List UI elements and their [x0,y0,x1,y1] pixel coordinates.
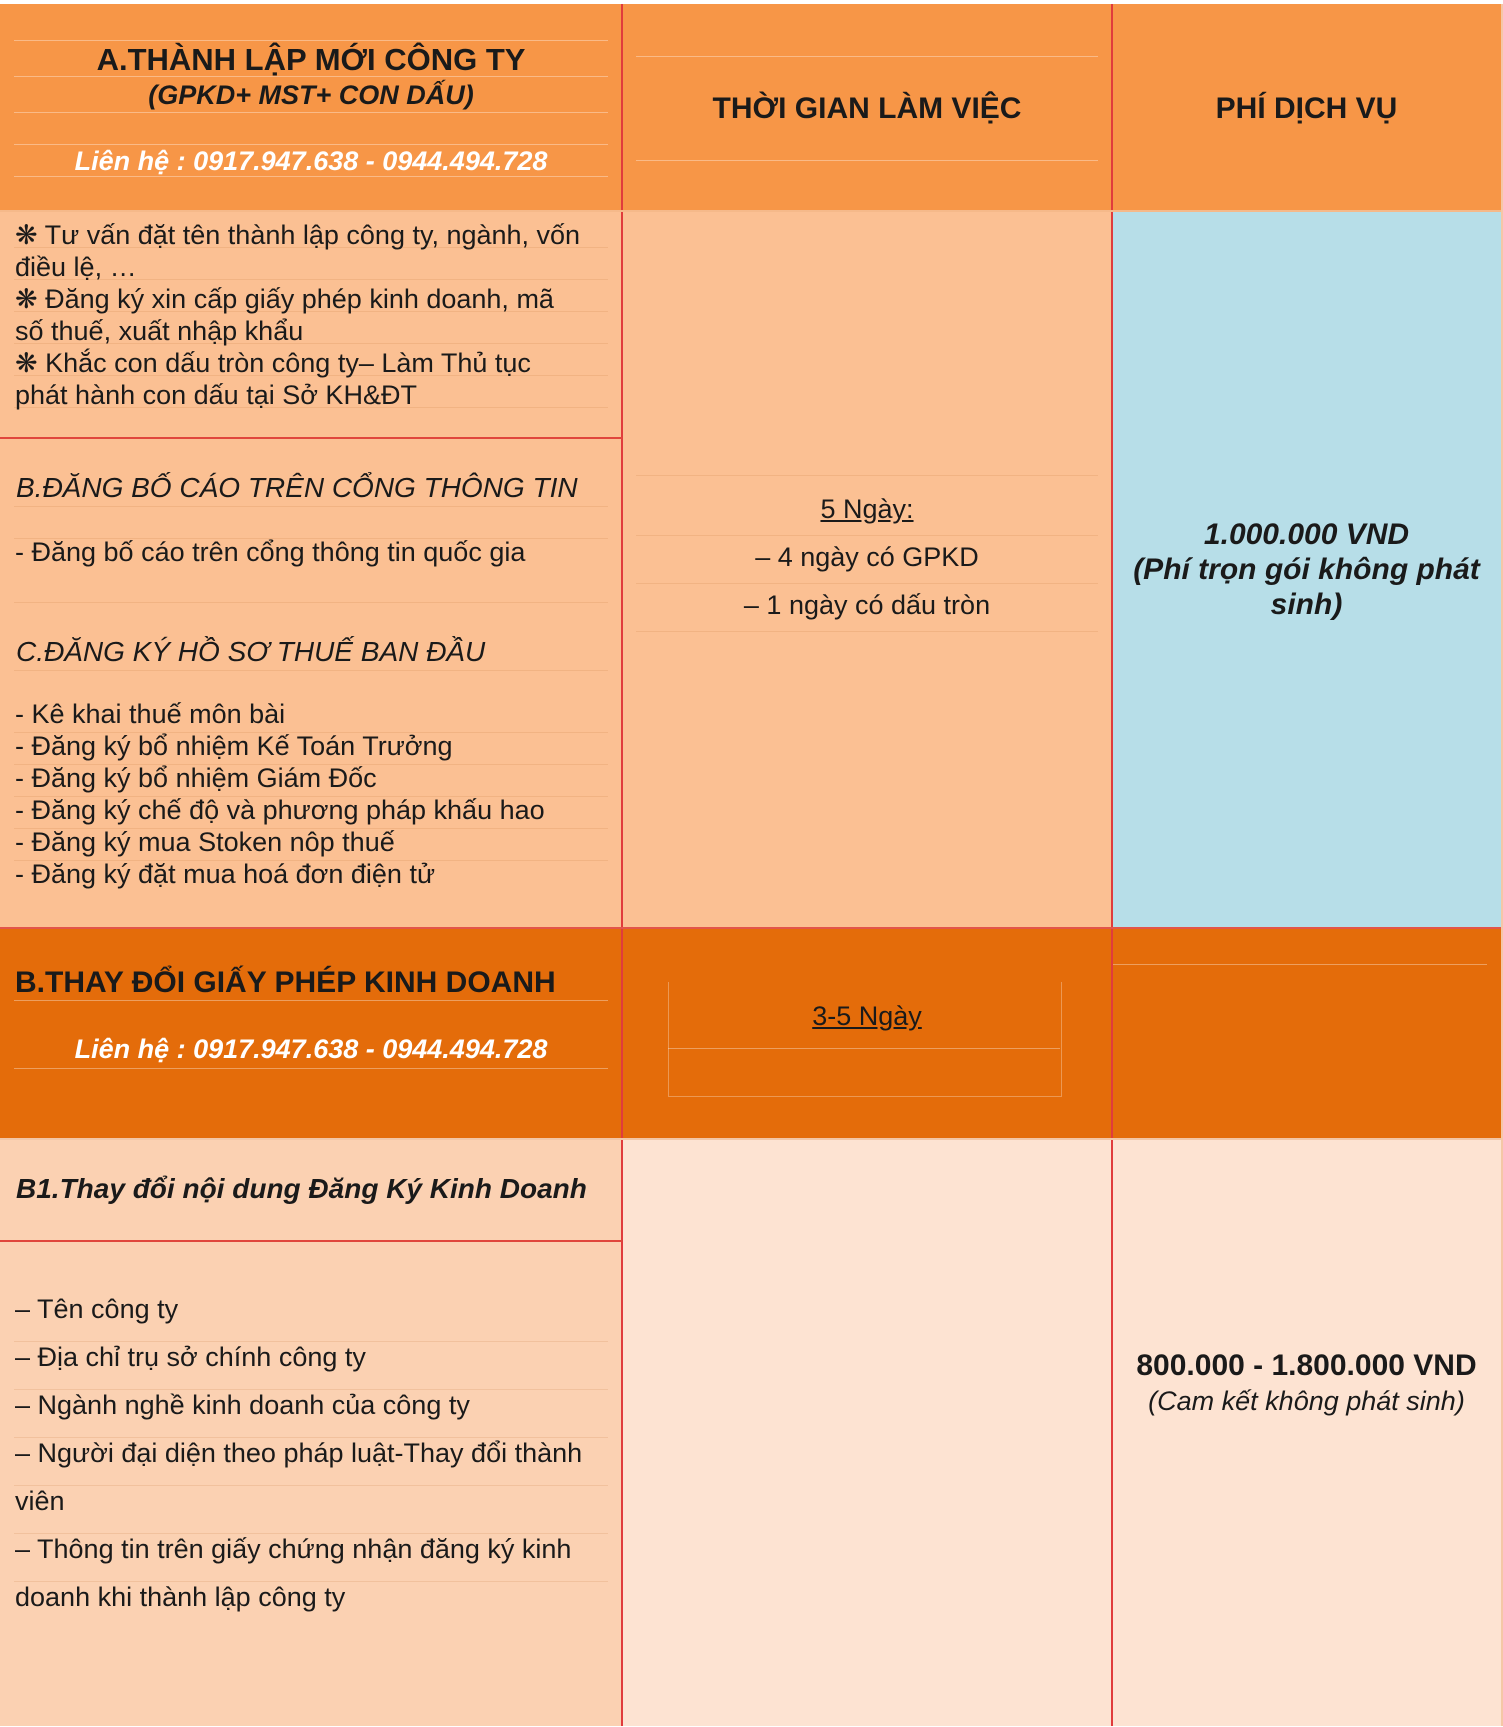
b1-time-cell [622,1139,1112,1726]
fee-a-cell [1112,211,1501,928]
sub-b-title: B.ĐĂNG BỐ CÁO TRÊN CỔNG THÔNG TIN [16,472,578,503]
row-divider [0,1240,622,1242]
row-divider [0,210,1501,212]
b1-fee-cell [1112,1139,1501,1726]
fee-a-note: (Phí trọn gói không phát sinh) [1133,553,1480,621]
section-b-header-cell [0,928,622,1139]
list-item: - Đăng ký chế độ và phương pháp khấu hao [15,795,545,825]
list-item: ❋ Đăng ký xin cấp giấy phép kinh doanh, mã [15,284,554,314]
time-a-cell [622,211,1112,928]
list-item: phát hành con dấu tại Sở KH&ĐT [15,380,417,410]
list-item: ❋ Khắc con dấu tròn công ty– Làm Thủ tục [15,348,531,378]
time-header-cell [622,4,1112,211]
section-b-time: 3-5 Ngày [812,1001,922,1031]
list-item: – Ngành nghề kinh doanh của công ty [15,1390,470,1420]
row-divider [0,1138,1501,1140]
section-a-header-cell [0,4,622,211]
time-a-line1: – 4 ngày có GPKD [755,542,979,572]
list-item: điều lệ, … [15,252,137,282]
column-divider [1111,4,1113,1726]
sub-b-item: - Đăng bố cáo trên cổng thông tin quốc gia [15,537,526,567]
services-a-list [15,219,580,411]
list-item: doanh khi thành lập công ty [15,1582,346,1612]
section-a-title: A.THÀNH LẬP MỚI CÔNG TY [96,42,526,77]
list-item: – Người đại diện theo pháp luật-Thay đổi thành [15,1438,583,1468]
list-item: số thuế, xuất nhập khẩu [15,316,304,346]
b1-list-cell [0,1241,622,1726]
list-item: – Thông tin trên giấy chứng nhận đăng ký kinh [15,1534,572,1564]
fee-column-header: PHÍ DỊCH VỤ [1215,92,1398,125]
section-b-title: B.THAY ĐỔI GIẤY PHÉP KINH DOANH [15,966,556,999]
section-b-time-cell [622,928,1112,1139]
list-item: – Tên công ty [15,1294,179,1324]
b1-note: (Cam kết không phát sinh) [1148,1386,1465,1416]
time-a-heading: 5 Ngày: [820,494,914,524]
section-a-subtitle: (GPKD+ MST+ CON DẤU) [148,80,474,110]
service-price-table [0,4,1503,1726]
row-divider [0,437,622,439]
services-a-cell [0,211,622,438]
b1-price: 800.000 - 1.800.000 VND [1136,1349,1477,1382]
sub-c-cell [0,634,622,928]
time-a-line2: – 1 ngày có dấu tròn [743,590,991,620]
list-item: viên [15,1486,65,1516]
list-item: - Đăng ký mua Stoken nôp thuế [15,827,395,857]
list-item: - Đăng ký bổ nhiệm Giám Đốc [15,763,377,793]
list-item: ❋ Tư vấn đặt tên thành lập công ty, ngành, vốn [15,220,581,250]
fee-header-cell [1112,4,1501,211]
list-item: - Đăng ký bổ nhiệm Kế Toán Trưởng [15,731,453,761]
section-b-contact: Liên hệ : 0917.947.638 - 0944.494.728 [74,1034,548,1064]
time-column-header: THỜI GIAN LÀM VIỆC [712,92,1022,125]
sub-c-list [15,698,545,890]
column-divider [621,4,623,1726]
fee-a-price: 1.000.000 VND [1203,518,1410,551]
list-item: - Đăng ký đặt mua hoá đơn điện tử [15,859,436,889]
list-item: - Kê khai thuế môn bài [15,699,286,729]
sub-b-cell [0,438,622,634]
b1-title-cell [0,1139,622,1241]
list-item: – Địa chỉ trụ sở chính công ty [15,1342,366,1372]
section-a-contact: Liên hệ : 0917.947.638 - 0944.494.728 [74,146,548,176]
sub-c-title: C.ĐĂNG KÝ HỒ SƠ THUẾ BAN ĐẦU [16,636,486,667]
row-divider [0,927,1501,929]
b1-list [15,1285,582,1621]
section-b-fee-cell [1112,928,1501,1139]
b1-title: B1.Thay đổi nội dung Đăng Ký Kinh Doanh [16,1173,587,1204]
